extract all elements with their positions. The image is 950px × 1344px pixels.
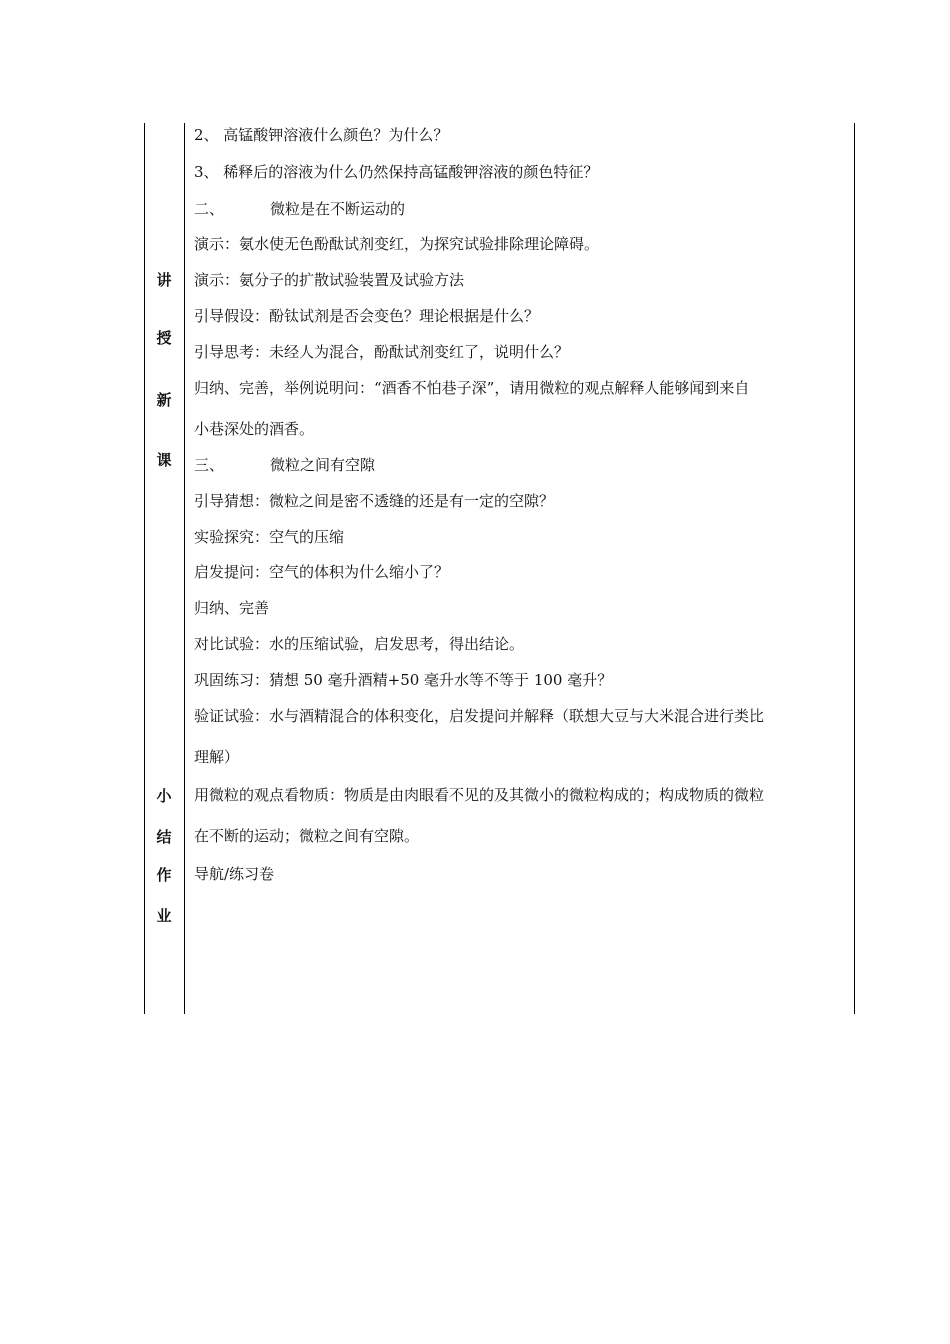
lecture-line: 对比试验：水的压缩试验，启发思考，得出结论。	[194, 635, 525, 653]
lecture-line: 引导猜想：微粒之间是密不透缝的还是有一定的空隙？	[194, 492, 555, 510]
label-lecture-char-4: 课	[156, 451, 172, 469]
homework-text: 导航/练习卷	[194, 865, 275, 883]
section-title: 微粒是在不断运动的	[270, 200, 406, 218]
table-column-divider	[184, 123, 185, 1014]
lecture-line: 小巷深处的酒香。	[194, 420, 315, 438]
label-homework-char-1: 作	[156, 866, 172, 884]
lecture-line: 归纳、完善，举例说明问：“酒香不怕巷子深”，请用微粒的观点解释人能够闻到来自	[194, 379, 750, 397]
lecture-line: 3、 稀释后的溶液为什么仍然保持高锰酸钾溶液的颜色特征？	[194, 163, 599, 181]
lecture-line: 引导假设：酚钛试剂是否会变色？理论根据是什么？	[194, 307, 540, 325]
section-title: 微粒之间有空隙	[270, 456, 376, 474]
summary-line: 在不断的运动；微粒之间有空隙。	[194, 827, 420, 845]
lecture-line: 启发提问：空气的体积为什么缩小了？	[194, 563, 450, 581]
lecture-line: 巩固练习：猜想 50 毫升酒精+50 毫升水等不等于 100 毫升？	[194, 671, 613, 689]
lecture-line: 理解）	[194, 748, 240, 766]
lecture-line: 归纳、完善	[194, 599, 270, 617]
label-summary-char-1: 小	[156, 787, 172, 805]
lecture-line: 引导思考：未经人为混合，酚酞试剂变红了，说明什么？	[194, 343, 570, 361]
section-number: 二、	[194, 200, 225, 218]
lecture-line: 演示：氨分子的扩散试验装置及试验方法	[194, 271, 465, 289]
label-summary-char-2: 结	[156, 828, 172, 846]
lecture-line: 2、 高锰酸钾溶液什么颜色？为什么？	[194, 126, 449, 144]
label-lecture-char-3: 新	[156, 391, 172, 409]
summary-line: 用微粒的观点看物质：物质是由肉眼看不见的及其微小的微粒构成的；构成物质的微粒	[194, 786, 765, 804]
lecture-line: 演示：氨水使无色酚酞试剂变红，为探究试验排除理论障碍。	[194, 235, 600, 253]
lecture-line: 实验探究：空气的压缩	[194, 528, 345, 546]
section-number: 三、	[194, 456, 225, 474]
label-lecture-char-2: 授	[156, 329, 172, 347]
label-homework-char-2: 业	[156, 907, 172, 925]
section-heading-2	[194, 202, 848, 217]
table-right-border	[854, 123, 855, 1014]
section-heading-3	[194, 458, 848, 473]
lecture-line: 验证试验：水与酒精混合的体积变化，启发提问并解释（联想大豆与大米混合进行类比	[194, 707, 765, 725]
label-lecture-char-1: 讲	[156, 271, 172, 289]
